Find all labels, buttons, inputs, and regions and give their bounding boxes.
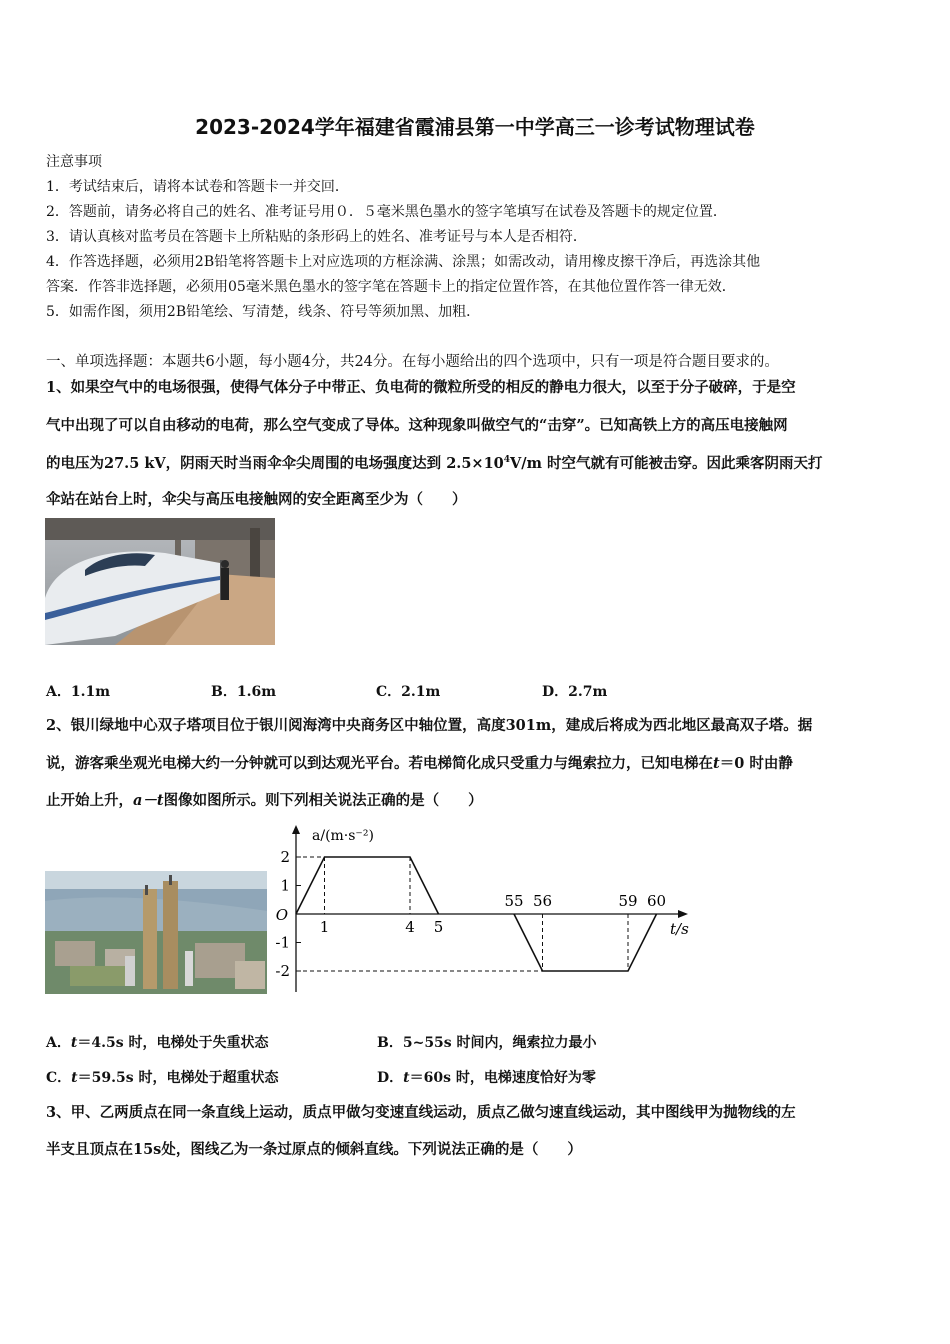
tower-photo (45, 871, 267, 994)
origin-label: O (275, 906, 288, 924)
q2-option-a-var: t (70, 1035, 78, 1051)
q1-option-a[interactable]: A．1.1m (46, 684, 111, 700)
y-axis-label: a/(m·s⁻²) (312, 828, 374, 844)
q2-option-c-text: ＝59.5s 时，电梯处于超重状态 (77, 1070, 279, 1086)
q2-option-d-var: t (403, 1070, 410, 1086)
series-line-decel (514, 914, 657, 971)
q2-option-b-label: B． (377, 1035, 403, 1051)
y-tick-label: 1 (280, 876, 290, 895)
q2-option-c-label: C． (46, 1070, 72, 1086)
q2-text: 止开始上升， (46, 792, 133, 809)
notes-item: 4．作答选择题，必须用2B铅笔将答题卡上对应选项的方框涂满、涂黑；如需改动，请用橡皮擦干净后，再选涂其他 (46, 254, 761, 270)
notes-item: 2．答题前，请务必将自己的姓名、准考证号用０．５毫米黑色墨水的签字笔填写在试卷及答题卡的规定位置． (46, 204, 727, 220)
q3-line: 半支且顶点在15s处，图线乙为一条过原点的倾斜直线。下列说法正确的是（ ） (46, 1141, 582, 1158)
notes-item: 5．如需作图，须用2B铅笔绘、写清楚，线条、符号等须加黑、加粗． (46, 304, 481, 320)
q1-text: V/m 时空气就有可能被击穿。因此乘客阴雨天打 (510, 455, 823, 472)
notes-item: 1．考试结束后，请将本试卷和答题卡一并交回． (46, 179, 349, 195)
section-heading: 一、单项选择题：本题共6小题，每小题4分，共24分。在每小题给出的四个选项中，只有一项是符合题目要求的。 (46, 354, 779, 370)
chart-layer (275, 825, 689, 992)
q2-option-a[interactable] (46, 1032, 268, 1052)
q2-text: ＝0 时由静 (719, 755, 793, 772)
notes-item: 3．请认真核对监考员在答题卡上所粘贴的条形码上的姓名、准考证号与本人是否相符． (46, 229, 587, 245)
q2-option-a-label: A． (46, 1035, 71, 1051)
y-tick-label: -1 (275, 933, 290, 952)
q2-option-d-text: ＝60s 时，电梯速度恰好为零 (409, 1070, 596, 1086)
q2-option-c-var: t (71, 1070, 78, 1086)
y-axis-arrow (292, 825, 300, 834)
q1-line: 气中出现了可以自由移动的电荷，那么空气变成了导体。这种现象叫做空气的“击穿”。已知高铁上方的高压电接触网 (46, 417, 788, 434)
q1-line: 1、如果空气中的电场很强，使得气体分子中带正、负电荷的微粒所受的相反的静电力很大，以至于分子破碎，于是空 (46, 379, 796, 396)
q2-line (46, 752, 793, 773)
x-axis-arrow (678, 910, 688, 918)
x-tick-label: 5 (433, 918, 444, 936)
train-photo (45, 518, 275, 645)
x-tick-label: 1 (319, 918, 330, 936)
q1-line (46, 452, 822, 473)
q1-text: 的电压为27.5 kV，阴雨天时当雨伞伞尖周围的电场强度达到 2.5×10 (46, 455, 504, 472)
x-tick-label: 55 (504, 892, 524, 910)
q1-option-d[interactable]: D．2.7m (542, 684, 608, 700)
x-tick-label: 4 (405, 918, 415, 936)
x-tick-label: 60 (646, 892, 667, 910)
q2-line (46, 789, 483, 810)
q2-text: 图像如图所示。则下列相关说法正确的是（ ） (163, 792, 483, 809)
q2-option-c[interactable] (46, 1067, 278, 1087)
q2-option-b-text: 5~55s 时间内，绳索拉力最小 (402, 1035, 597, 1051)
q3-line: 3、甲、乙两质点在同一条直线上运动，质点甲做匀变速直线运动，质点乙做匀速直线运动，其中图线甲为抛物线的左 (46, 1104, 796, 1121)
q2-option-d[interactable] (377, 1067, 596, 1087)
q2-option-d-label: D． (377, 1070, 404, 1086)
q2-option-b[interactable] (377, 1032, 597, 1052)
q2-var: t (713, 755, 720, 772)
q2-line: 2、银川绿地中心双子塔项目位于银川阅海湾中央商务区中轴位置，高度301m，建成后将成为西北地区最高双子塔。据 (46, 717, 813, 734)
q2-var: a－t (133, 792, 164, 809)
q1-option-c[interactable]: C．2.1m (376, 684, 441, 700)
page-title: 2023-2024学年福建省霞浦县第一中学高三一诊考试物理试卷 (195, 115, 755, 139)
a-t-chart (268, 822, 698, 997)
y-tick-label: -2 (275, 962, 290, 980)
x-tick-label: 59 (618, 892, 638, 910)
series-line-accel (296, 857, 439, 914)
notes-item: 答案．作答非选择题，必须用05毫米黑色墨水的签字笔在答题卡上的指定位置作答，在其他位置作答一律无效． (46, 279, 736, 295)
x-tick-label: 56 (532, 892, 553, 910)
q1-exponent: 4 (503, 455, 511, 466)
q1-option-b[interactable]: B．1.6m (211, 684, 277, 700)
q1-line: 伞站在站台上时，伞尖与高压电接触网的安全距离至少为（ ） (46, 491, 467, 508)
y-tick-label: 2 (280, 848, 290, 866)
q2-option-a-text: ＝4.5s 时，电梯处于失重状态 (77, 1035, 269, 1051)
notes-heading: 注意事项 (46, 154, 102, 170)
q2-text: 说，游客乘坐观光电梯大约一分钟就可以到达观光平台。若电梯简化成只受重力与绳索拉力，已知电梯在 (46, 755, 713, 772)
x-axis-label: t/s (670, 920, 689, 938)
